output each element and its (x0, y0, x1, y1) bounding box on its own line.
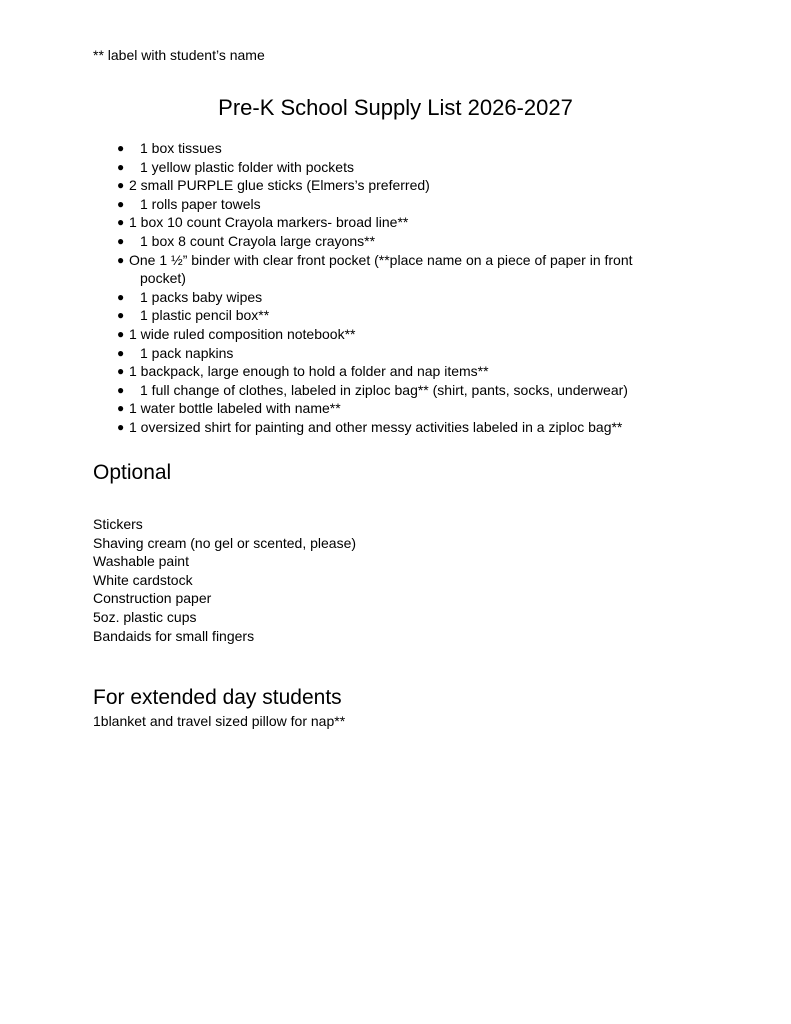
bullet-icon: ● (117, 233, 125, 248)
list-item-text: 1 plastic pencil box** (140, 307, 270, 324)
optional-list (93, 515, 356, 645)
bullet-icon: ● (117, 289, 125, 304)
supply-list (0, 139, 791, 437)
page-title: Pre-K School Supply List 2026-2027 (218, 95, 573, 120)
bullet-icon: ● (117, 326, 125, 341)
bullet-icon: ● (117, 308, 125, 323)
list-item-text: 1 yellow plastic folder with pockets (140, 158, 354, 175)
optional-item: 5oz. plastic cups (93, 608, 197, 625)
list-item (0, 418, 791, 437)
bullet-icon: ● (117, 252, 125, 267)
list-item-text: 1 box 8 count Crayola large crayons** (140, 232, 376, 249)
list-item-text: 1 pack napkins (140, 344, 234, 361)
bullet-icon: ● (117, 159, 125, 174)
bullet-icon: ● (117, 364, 125, 379)
list-item-text-continued: pocket) (140, 270, 186, 287)
optional-item: White cardstock (93, 571, 193, 588)
bullet-icon: ● (117, 196, 125, 211)
list-item (0, 139, 791, 158)
list-item-text: 1 packs baby wipes (140, 288, 263, 305)
optional-item: Shaving cream (no gel or scented, please) (93, 534, 357, 551)
list-item-text: 1 water bottle labeled with name** (129, 400, 341, 417)
list-item (0, 213, 791, 232)
optional-heading: Optional (93, 461, 172, 484)
list-item (0, 306, 791, 325)
bullet-icon: ● (117, 178, 125, 193)
bullet-icon: ● (117, 141, 125, 155)
bullet-icon: ● (117, 419, 125, 434)
bullet-icon: ● (117, 215, 125, 230)
list-item-text: 1 oversized shirt for painting and other messy activities labeled in a ziploc bag** (129, 418, 623, 435)
bullet-icon: ● (117, 382, 125, 397)
bullet-icon: ● (117, 345, 125, 360)
list-item-text: 1 full change of clothes, labeled in ziploc bag** (shirt, pants, socks, underwear) (140, 381, 628, 398)
list-item (0, 232, 791, 251)
list-item-text: 1 backpack, large enough to hold a folder and nap items** (129, 363, 489, 380)
list-item (0, 399, 791, 418)
list-item (0, 325, 791, 344)
extended-day-text: 1blanket and travel sized pillow for nap** (93, 713, 346, 729)
list-item (0, 195, 791, 214)
list-item-text: 1 wide ruled composition notebook** (129, 325, 356, 342)
optional-item: Stickers (93, 516, 143, 532)
extended-day-heading: For extended day students (93, 686, 342, 709)
optional-item: Construction paper (93, 590, 212, 607)
label-note: ** label with student’s name (93, 47, 265, 63)
list-item (0, 362, 791, 381)
list-item (0, 251, 791, 288)
bullet-icon: ● (117, 401, 125, 416)
list-item-text: 1 box 10 count Crayola markers- broad line** (129, 214, 409, 231)
list-item (0, 288, 791, 307)
list-item-text: 1 box tissues (140, 140, 222, 156)
optional-item: Bandaids for small fingers (93, 627, 255, 644)
optional-item: Washable paint (93, 553, 189, 570)
list-item (0, 158, 791, 177)
list-item-text: 2 small PURPLE glue sticks (Elmers’s preferred) (129, 177, 430, 194)
list-item-text: One 1 ½” binder with clear front pocket (**place name on a piece of paper in front (129, 251, 633, 268)
list-item (0, 344, 791, 363)
list-item (0, 381, 791, 400)
list-item-text: 1 rolls paper towels (140, 195, 261, 212)
list-item (0, 176, 791, 195)
